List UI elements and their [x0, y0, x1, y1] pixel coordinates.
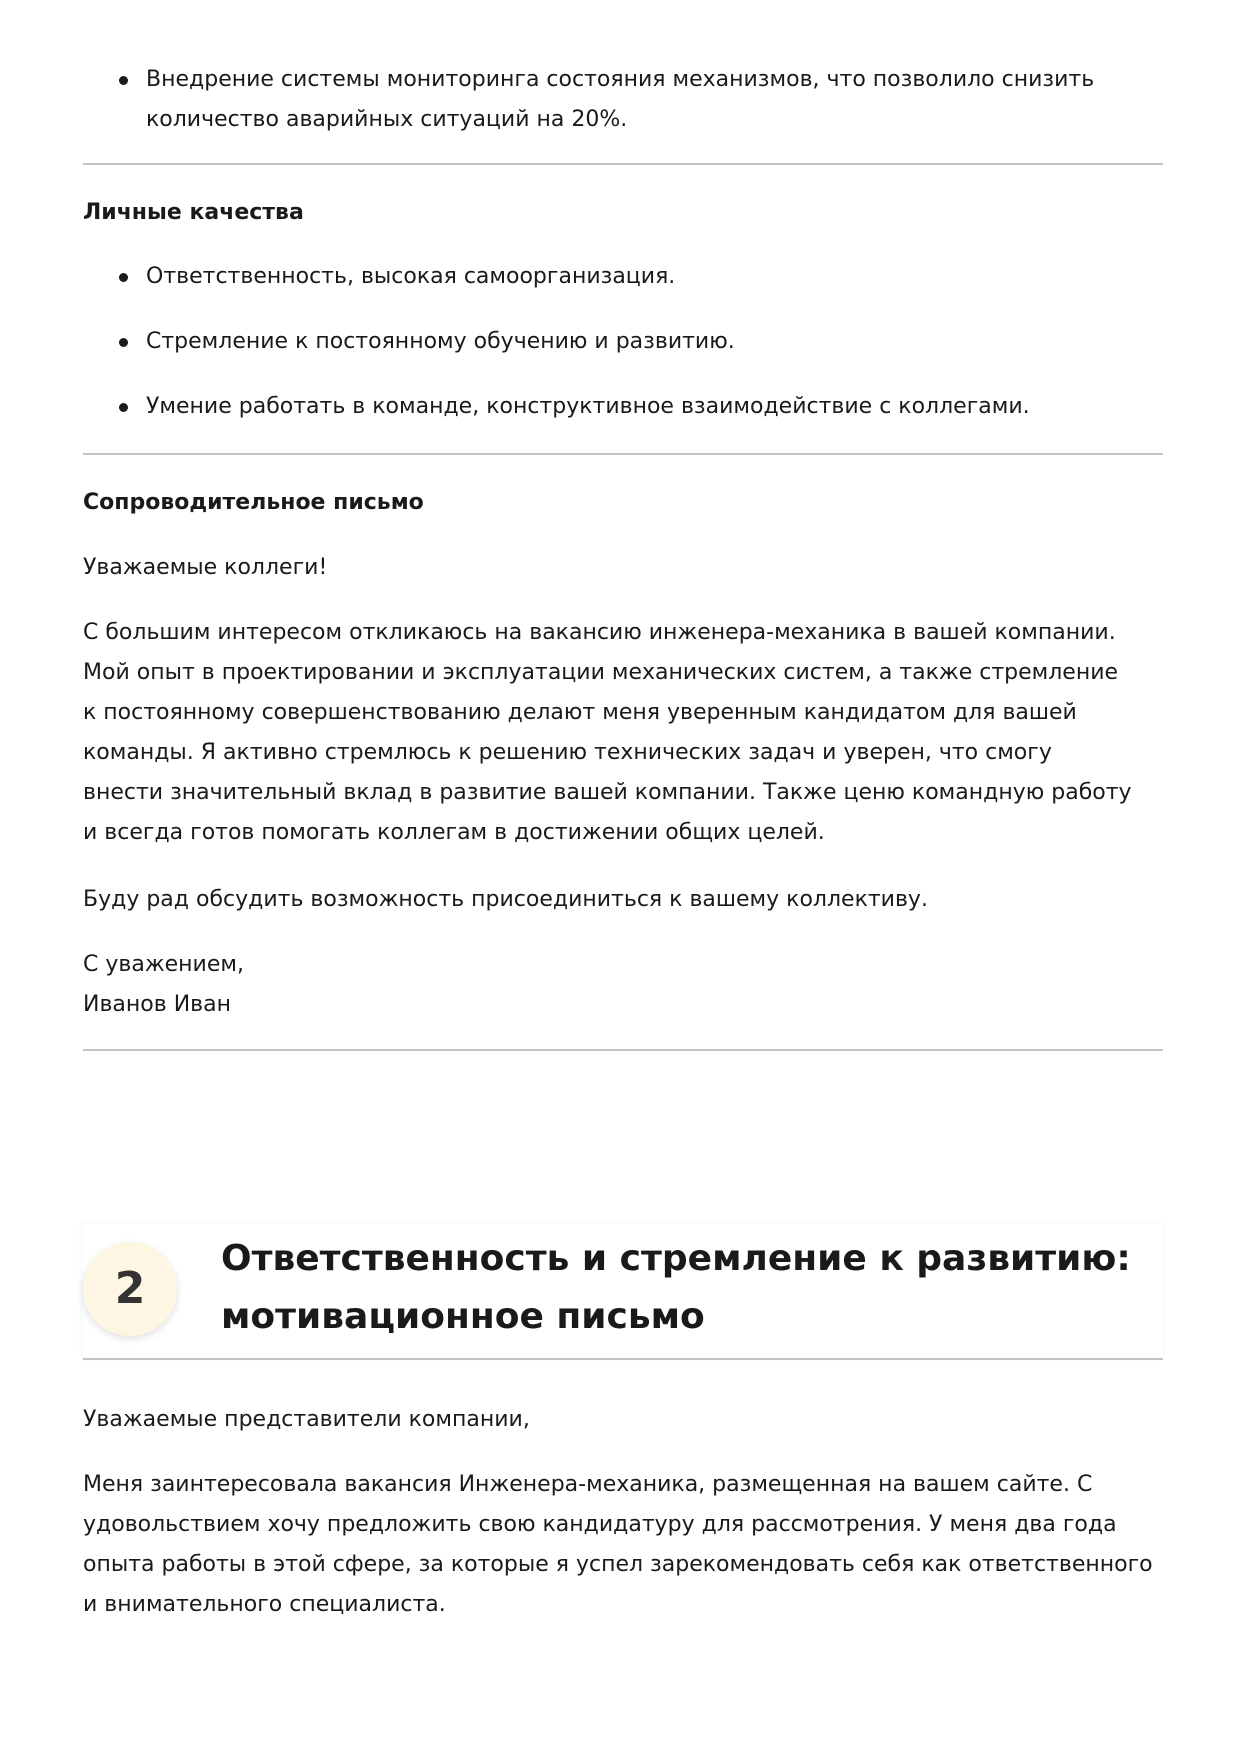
cover-letter-body: С большим интересом откликаюсь на вакансию инженера-механика в вашей компании. Мой опыт в проектировании и эксплуатации механических систем, а также стремление к постоянному совершенствованию делают меня уверенным кандидатом для вашей команды. Я активно стремлюсь к решению технических задач и уверен, что смогу внести значительный вклад в развитие вашей компании. Также ценю командную работу и всегда готов помогать коллегам в достижении общих целей. [83, 620, 1132, 845]
cover-letter-closing: Буду рад обсудить возможность присоединиться к вашему коллективу. [83, 887, 928, 912]
achievements-list [83, 60, 1163, 140]
divider [83, 163, 1163, 165]
personal-qualities-heading: Личные качества [83, 200, 304, 225]
divider [83, 1049, 1163, 1051]
chapter-heading [83, 1224, 1163, 1358]
chapter-number-badge: 2 [83, 1242, 177, 1336]
divider [83, 453, 1163, 455]
quality-item: Стремление к постоянному обучению и развитию. [83, 322, 1163, 362]
motivation-letter-body: Меня заинтересовала вакансия Инженера-механика, размещенная на вашем сайте. С удовольствием хочу предложить свою кандидатуру для рассмотрения. У меня два года опыта работы в этой сфере, за которые я успел зарекомендовать себя как ответственного и внимательного специалиста. [83, 1472, 1153, 1617]
divider [83, 1358, 1163, 1360]
quality-item: Ответственность, высокая самоорганизация. [83, 257, 1163, 297]
achievement-item: Внедрение системы мониторинга состояния механизмов, что позволило снизить количество аварийных ситуаций на 20%. [83, 60, 1163, 140]
motivation-letter-greeting: Уважаемые представители компании, [83, 1407, 530, 1432]
cover-letter-greeting: Уважаемые коллеги! [83, 555, 328, 580]
chapter-title: Ответственность и стремление к развитию: мотивационное письмо [221, 1238, 1131, 1337]
cover-letter-heading: Сопроводительное письмо [83, 490, 424, 515]
quality-item: Умение работать в команде, конструктивное взаимодействие с коллегами. [83, 387, 1163, 427]
cover-letter-signature: Иванов Иван [83, 992, 231, 1017]
cover-letter-signoff: С уважением, [83, 952, 244, 977]
personal-qualities-list [83, 257, 1163, 427]
